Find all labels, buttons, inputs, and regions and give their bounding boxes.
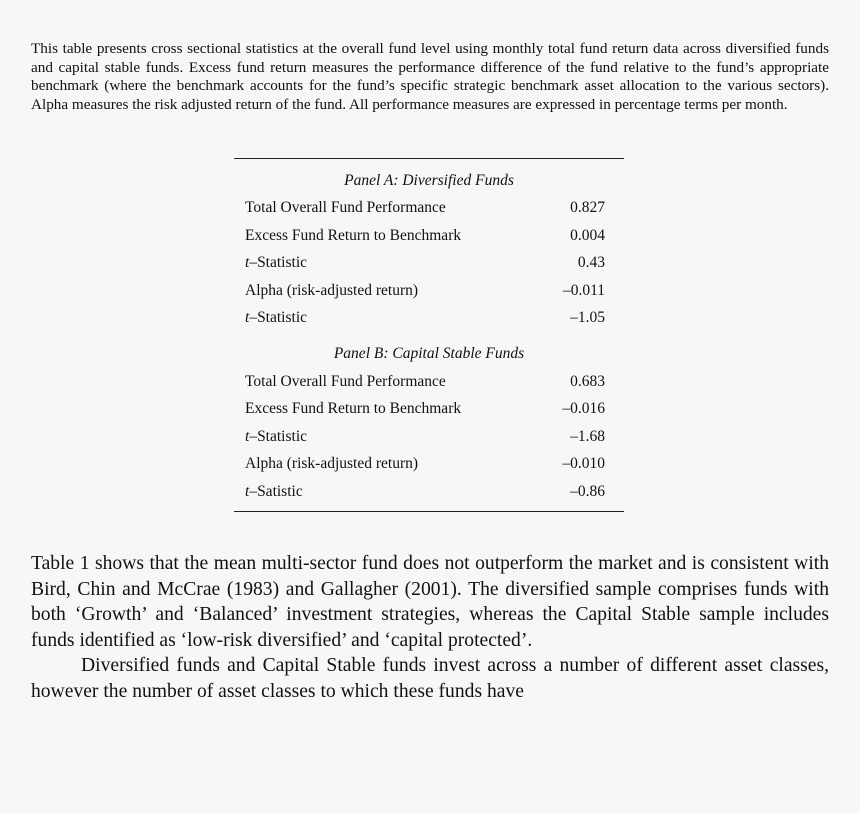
table-row: [245, 309, 605, 329]
row-label: Total Overall Fund Performance: [245, 199, 446, 216]
row-label: t–Statistic: [245, 428, 308, 445]
row-value: –1.68: [570, 428, 605, 445]
panel-a-title: Panel A: Diversified Funds: [344, 172, 514, 189]
body-text: [31, 551, 829, 705]
row-value: 0.004: [570, 227, 605, 244]
row-value: 0.43: [577, 254, 605, 271]
row-label: t–Satistic: [245, 483, 303, 500]
row-value: 0.683: [570, 373, 605, 390]
table-row: [245, 428, 605, 448]
row-label: Excess Fund Return to Benchmark: [245, 227, 462, 244]
row-value: –0.86: [570, 483, 605, 500]
table-row: [245, 282, 605, 302]
panel-b-title: Panel B: Capital Stable Funds: [333, 345, 525, 362]
row-value: –0.011: [562, 282, 605, 299]
table-row: [245, 373, 605, 393]
table-caption: This table presents cross sectional statistics at the overall fund level using monthly total fund return data across diversified funds and capital stable funds. Excess fund return measures the performance difference of the fund relative to the fund’s appropriate benchmark (where the benchmark accounts for the fund’s specific strategic benchmark asset allocation to the various sectors). Alpha measures the risk adjusted return of the fund. All performance measures are expressed in percentage terms per month.: [31, 40, 829, 113]
paragraph: Table 1 shows that the mean multi-sector fund does not outperform the market and is consistent with Bird, Chin and McCrae (1983) and Gallagher (2001). The diversified sample comprises funds with both ‘Growth’ and ‘Balanced’ investment strategies, whereas the Capital Stable sample includes funds identified as ‘low-risk diversified’ and ‘capital protected’.: [31, 553, 829, 651]
row-value: 0.827: [570, 199, 605, 216]
row-value: –1.05: [570, 309, 605, 326]
row-label: Alpha (risk-adjusted return): [245, 455, 419, 472]
row-label: t–Statistic: [245, 254, 308, 271]
table-row: [245, 483, 605, 503]
row-label: t–Statistic: [245, 309, 308, 326]
table-row: [245, 455, 605, 475]
table-row: [245, 254, 605, 274]
paragraph: Diversified funds and Capital Stable funds invest across a number of different asset classes, however the number of asset classes to which these funds have: [31, 655, 829, 702]
row-value: –0.016: [562, 400, 605, 417]
table-row: [245, 199, 605, 219]
table-bottom-rule: [234, 511, 624, 512]
row-label: Excess Fund Return to Benchmark: [245, 400, 462, 417]
row-value: –0.010: [562, 455, 605, 472]
row-label: Alpha (risk-adjusted return): [245, 282, 419, 299]
table-row: [245, 400, 605, 420]
row-label: Total Overall Fund Performance: [245, 373, 446, 390]
table-top-rule: [234, 158, 624, 159]
table-row: [245, 227, 605, 247]
